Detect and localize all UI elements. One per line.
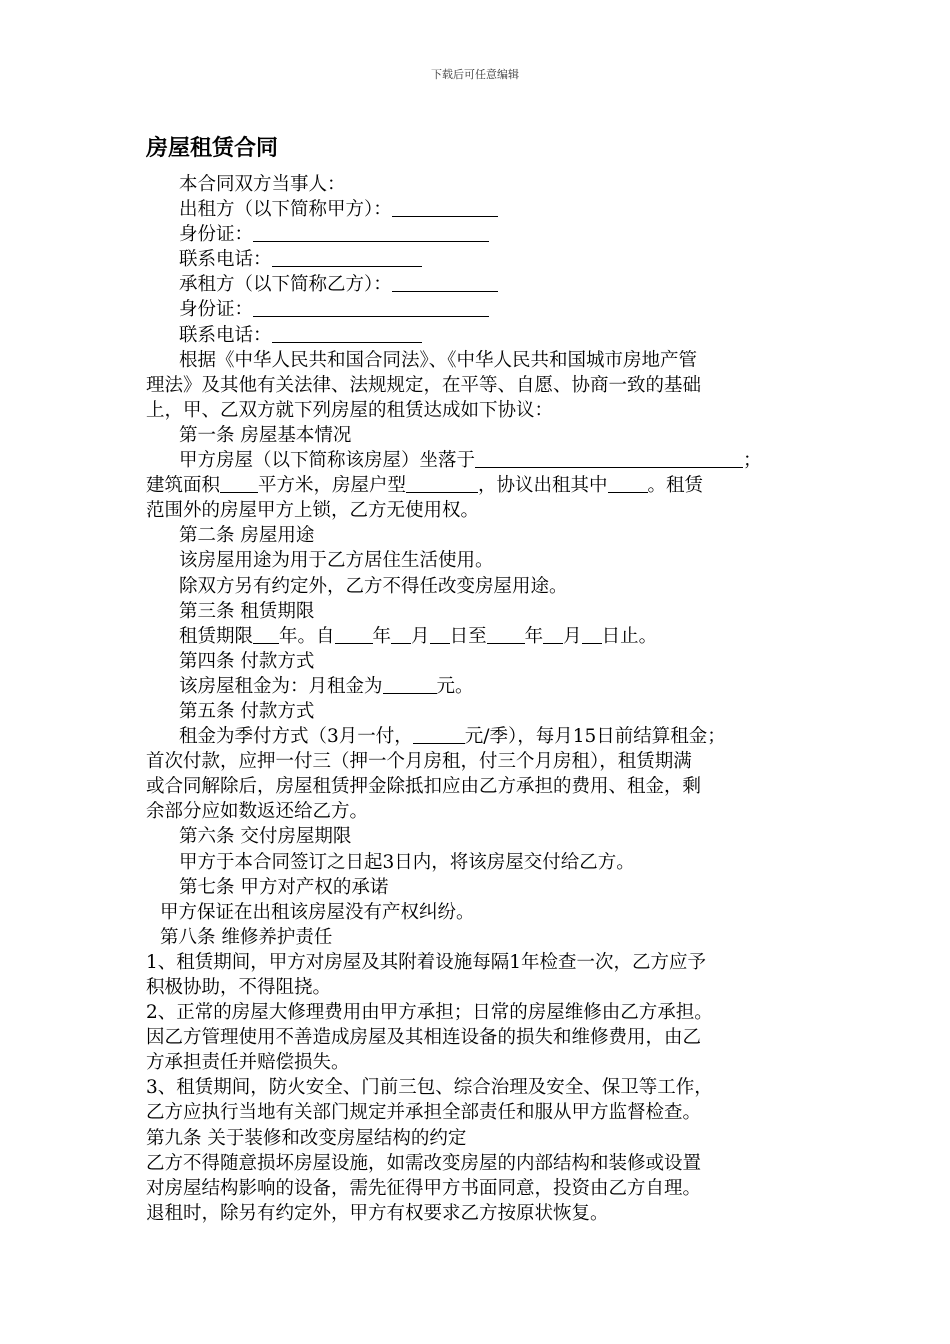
text-segment: 除双方另有约定外，乙方不得任改变房屋用途。 (179, 575, 568, 597)
text-segment: 2、正常的房屋大修理费用由甲方承担；日常的房屋维修由乙方承担。 (146, 1002, 713, 1024)
text-segment: 。租赁 (647, 475, 704, 497)
text-line (146, 674, 810, 699)
text-segment: 甲方保证在出租该房屋没有产权纠纷。 (160, 901, 475, 923)
text-segment: 甲方于本合同签订之日起3日内，将该房屋交付给乙方。 (179, 851, 635, 873)
text-segment: 租赁期限 (179, 625, 254, 647)
text-segment: 第八条 维修养护责任 (160, 926, 333, 948)
text-segment: 范围外的房屋甲方上锁，乙方无使用权。 (146, 500, 480, 522)
text-line (146, 699, 810, 724)
text-segment: 根据《中华人民共和国合同法》、《中华人民共和国城市房地产管 (179, 349, 698, 371)
text-segment: 承租方（以下简称乙方）： (179, 274, 392, 296)
text-segment: 第六条 交付房屋期限 (179, 826, 352, 848)
text-segment: 方承担责任并赔偿损失。 (146, 1052, 350, 1074)
text-segment: 对房屋结构影响的设备，需先征得甲方书面同意，投资由乙方自理。 (146, 1177, 702, 1199)
text-segment: 月 (563, 625, 582, 647)
text-line (146, 900, 810, 925)
text-segment: 第三条 租赁期限 (179, 600, 315, 622)
text-line (146, 222, 810, 247)
text-segment: 因乙方管理使用不善造成房屋及其相连设备的损失和维修费用，由乙 (146, 1027, 702, 1049)
contract-text (146, 172, 810, 1226)
text-segment: 联系电话： (179, 249, 272, 271)
text-line (146, 799, 810, 824)
text-segment: 联系电话： (179, 324, 272, 346)
fill-in-blank (335, 625, 373, 644)
text-line (146, 398, 810, 423)
text-segment: ； (743, 450, 762, 472)
document-body (146, 134, 810, 1226)
fill-in-blank (391, 625, 411, 644)
text-line (146, 624, 810, 649)
text-segment: 月 (411, 625, 430, 647)
text-line (146, 950, 810, 975)
text-line (146, 297, 810, 322)
document-title: 房屋租赁合同 (146, 136, 279, 161)
text-line (146, 423, 810, 448)
text-segment: 建筑面积 (146, 475, 221, 497)
text-line (146, 774, 810, 799)
text-line (146, 348, 810, 373)
text-line (146, 850, 810, 875)
fill-in-blank (413, 725, 465, 744)
text-segment: 日止。 (601, 625, 658, 647)
text-line (146, 925, 810, 950)
text-line (146, 172, 810, 197)
fill-in-blank (253, 298, 489, 317)
text-segment: 上，甲、乙双方就下列房屋的租赁达成如下协议： (146, 399, 554, 421)
text-line (146, 323, 810, 348)
text-segment: 第四条 付款方式 (179, 650, 315, 672)
text-line (146, 574, 810, 599)
fill-in-blank (582, 625, 602, 644)
text-segment: 甲方房屋（以下简称该房屋）坐落于 (179, 450, 476, 472)
text-segment: 1、租赁期间，甲方对房屋及其附着设施每隔1年检查一次，乙方应予 (146, 951, 707, 973)
text-line (146, 1201, 810, 1226)
text-segment: 身份证： (179, 224, 254, 246)
text-line (146, 724, 810, 749)
text-line (146, 373, 810, 398)
text-line (146, 824, 810, 849)
fill-in-blank (253, 223, 489, 242)
text-segment: 本合同双方当事人： (179, 174, 346, 195)
text-segment: 或合同解除后，房屋租赁押金除抵扣应由乙方承担的费用、租金，剩 (146, 776, 702, 798)
text-segment: 第七条 甲方对产权的承诺 (179, 876, 389, 898)
text-segment: 首次付款，应押一付三（押一个月房租，付三个月房租），租赁期满 (146, 751, 692, 773)
text-segment: 3、租赁期间，防火安全、门前三包、综合治理及安全、保卫等工作， (146, 1077, 713, 1099)
text-segment: 该房屋用途为用于乙方居住生活使用。 (179, 550, 494, 572)
text-line (146, 548, 810, 573)
text-line (146, 1100, 810, 1125)
fill-in-blank (430, 625, 450, 644)
text-line (146, 448, 810, 473)
text-segment: 租金为季付方式（3月一付， (179, 726, 413, 748)
fill-in-blank (392, 198, 498, 217)
text-line (146, 975, 810, 1000)
text-line (146, 875, 810, 900)
fill-in-blank (392, 273, 498, 292)
text-line (146, 1126, 810, 1151)
fill-in-blank (272, 324, 422, 343)
text-segment: 年 (372, 625, 392, 647)
fill-in-blank (608, 474, 648, 493)
text-line (146, 1176, 810, 1201)
text-line (146, 247, 810, 272)
text-line (146, 1025, 810, 1050)
fill-in-blank (475, 449, 743, 468)
fill-in-blank (406, 474, 478, 493)
text-line (146, 649, 810, 674)
text-line (146, 197, 810, 222)
fill-in-blank (272, 248, 422, 267)
text-line (146, 272, 810, 297)
text-segment: 年。自 (279, 625, 335, 647)
text-segment: 第九条 关于装修和改变房屋结构的约定 (146, 1127, 467, 1149)
text-segment: 理法》及其他有关法律、法规规定，在平等、自愿、协商一致的基础 (146, 374, 702, 396)
text-segment: ，协议出租其中 (478, 475, 608, 497)
text-segment: 第一条 房屋基本情况 (179, 424, 352, 446)
text-line (146, 1050, 810, 1075)
text-line (146, 498, 810, 523)
text-segment: 平方米，房屋户型 (258, 475, 407, 497)
text-segment: 日至 (449, 625, 487, 647)
fill-in-blank (253, 625, 279, 644)
text-segment: 元/季），每月15日前结算租金； (464, 726, 726, 748)
text-segment: 元。 (436, 675, 474, 697)
text-line (146, 749, 810, 774)
text-line (146, 1000, 810, 1025)
text-line (146, 523, 810, 548)
text-line (146, 473, 810, 498)
text-segment: 年 (524, 625, 544, 647)
text-segment: 积极协助，不得阻挠。 (146, 977, 332, 998)
text-segment: 第二条 房屋用途 (179, 525, 315, 547)
text-line (146, 1075, 810, 1100)
text-segment: 余部分应如数返还给乙方。 (146, 801, 369, 823)
text-segment: 身份证： (179, 299, 254, 321)
fill-in-blank (487, 625, 525, 644)
text-segment: 第五条 付款方式 (179, 700, 315, 722)
page-header: 下载后可任意编辑 (431, 68, 519, 81)
text-segment: 出租方（以下简称甲方）： (179, 199, 392, 221)
fill-in-blank (383, 675, 437, 694)
text-segment: 乙方应执行当地有关部门规定并承担全部责任和服从甲方监督检查。 (146, 1102, 702, 1124)
text-segment: 该房屋租金为：月租金为 (179, 675, 383, 697)
fill-in-blank (220, 474, 258, 493)
text-segment: 退租时，除另有约定外，甲方有权要求乙方按原状恢复。 (146, 1202, 609, 1224)
text-line (146, 1151, 810, 1176)
text-line (146, 599, 810, 624)
text-segment: 乙方不得随意损坏房屋设施，如需改变房屋的内部结构和装修或设置 (146, 1152, 702, 1174)
fill-in-blank (543, 625, 563, 644)
